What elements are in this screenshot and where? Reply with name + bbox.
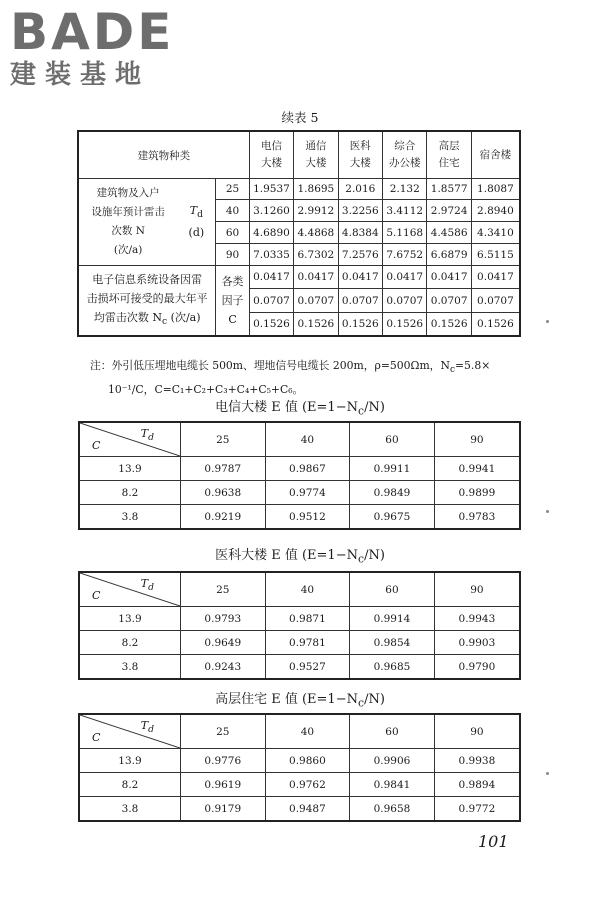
table-cell: 0.9619 <box>181 773 266 797</box>
table-cell: 2.9724 <box>427 200 471 222</box>
table-cell: 0.1526 <box>338 312 382 336</box>
table-cell: 0.9903 <box>434 631 520 655</box>
diagonal-header-cell <box>79 714 181 749</box>
table-cell: 0.9787 <box>181 457 266 481</box>
e-table-telecom <box>78 421 521 530</box>
table-cell: 0.9854 <box>350 631 435 655</box>
table-cell: 0.0707 <box>383 289 427 312</box>
table-cell: 0.9675 <box>350 505 435 530</box>
table-cell: 1.8695 <box>294 179 338 200</box>
e-table-medical <box>78 571 521 680</box>
td-param-label: $T_d$ (d) <box>177 179 216 266</box>
table-cell: 0.1526 <box>383 312 427 336</box>
continued-table-title: 续表 5 <box>281 110 319 125</box>
diagonal-header-cell <box>79 572 181 607</box>
table-cell: 0.9527 <box>265 655 350 680</box>
table-row <box>79 797 520 822</box>
column-header: 40 <box>265 422 350 457</box>
strike-count-label: 建筑物及入户 设施年预计雷击 次数 N (次/a) <box>78 179 177 266</box>
logo-subtitle: 建装基地 <box>10 60 151 90</box>
table-row <box>79 631 520 655</box>
header-row <box>79 572 520 607</box>
building-header: 综合 办公楼 <box>383 131 427 179</box>
row-header: 3.8 <box>79 655 181 680</box>
table-cell: 0.9762 <box>265 773 350 797</box>
table-cell: 1.8577 <box>427 179 471 200</box>
table-cell: 0.9941 <box>434 457 520 481</box>
column-header: 60 <box>350 422 435 457</box>
table-cell: 0.9849 <box>350 481 435 505</box>
table-cell: 5.1168 <box>383 222 427 244</box>
td-value: 40 <box>216 200 249 222</box>
table-cell: 0.0417 <box>294 266 338 289</box>
td-value: 90 <box>216 244 249 266</box>
table-cell: 0.9512 <box>265 505 350 530</box>
header-label: 建筑物种类 <box>78 131 249 179</box>
column-header: 25 <box>181 422 266 457</box>
table-cell: 0.0417 <box>338 266 382 289</box>
row-header: 8.2 <box>79 631 181 655</box>
row-header: 13.9 <box>79 749 181 773</box>
table-cell: 0.9219 <box>181 505 266 530</box>
header-row <box>79 714 520 749</box>
factor-c-label: 各类 因子 C <box>216 266 249 337</box>
td-axis-label: $T_d$ <box>140 427 154 444</box>
table-row <box>79 607 520 631</box>
table-cell: 2.9912 <box>294 200 338 222</box>
building-header: 医科 大楼 <box>338 131 382 179</box>
table-cell: 0.0707 <box>249 289 293 312</box>
table-cell: 0.9914 <box>350 607 435 631</box>
table-cell: 0.0707 <box>294 289 338 312</box>
table-cell: 0.9860 <box>265 749 350 773</box>
table-cell: 0.9911 <box>350 457 435 481</box>
column-header: 90 <box>434 422 520 457</box>
table-cell: 7.0335 <box>249 244 293 266</box>
table-cell: 2.016 <box>338 179 382 200</box>
diagonal-header-cell <box>79 422 181 457</box>
table-cell: 6.6879 <box>427 244 471 266</box>
td-axis-label: $T_d$ <box>140 577 154 594</box>
table-cell: 3.2256 <box>338 200 382 222</box>
td-value: 25 <box>216 179 249 200</box>
column-header: 90 <box>434 714 520 749</box>
table-cell: 2.8940 <box>471 200 520 222</box>
scan-speck <box>546 320 549 323</box>
table-cell: 0.0417 <box>427 266 471 289</box>
c-axis-label: C <box>92 731 101 744</box>
td-axis-label: $T_d$ <box>140 719 154 736</box>
table-cell: 0.0707 <box>471 289 520 312</box>
table-cell: 0.9783 <box>434 505 520 530</box>
table-cell: 0.9938 <box>434 749 520 773</box>
table-cell: 0.1526 <box>249 312 293 336</box>
table-cell: 0.9790 <box>434 655 520 680</box>
column-header: 25 <box>181 714 266 749</box>
c-axis-label: C <box>92 439 101 452</box>
column-header: 25 <box>181 572 266 607</box>
table-cell: 0.9899 <box>434 481 520 505</box>
table-cell: 0.9894 <box>434 773 520 797</box>
table-row <box>79 457 520 481</box>
bade-logo <box>10 3 175 90</box>
lightning-strike-table <box>77 130 521 337</box>
table-cell: 0.9772 <box>434 797 520 822</box>
table-cell: 1.9537 <box>249 179 293 200</box>
table-cell: 4.4868 <box>294 222 338 244</box>
table-cell: 0.9793 <box>181 607 266 631</box>
column-header: 60 <box>350 572 435 607</box>
table-cell: 0.9871 <box>265 607 350 631</box>
scan-speck <box>546 772 549 775</box>
table-cell: 0.9487 <box>265 797 350 822</box>
building-header: 通信 大楼 <box>294 131 338 179</box>
table-cell: 0.9179 <box>181 797 266 822</box>
table-cell: 0.9841 <box>350 773 435 797</box>
table-cell: 7.2576 <box>338 244 382 266</box>
table-row <box>79 505 520 530</box>
header-row <box>78 131 520 179</box>
table-cell: 0.0417 <box>383 266 427 289</box>
table-cell: 0.9867 <box>265 457 350 481</box>
table-row <box>78 266 520 289</box>
table-cell: 4.6890 <box>249 222 293 244</box>
table-cell: 1.8087 <box>471 179 520 200</box>
table-cell: 0.9649 <box>181 631 266 655</box>
logo-wordmark: BADE <box>10 3 175 61</box>
column-header: 90 <box>434 572 520 607</box>
table-cell: 0.9781 <box>265 631 350 655</box>
table-note: 注：外引低压埋地电缆长 500m、埋地信号电缆长 200m，ρ=500Ωm，$N_c=5.8\times$ 10⁻¹/C，C=C₁+C₂+C₃+C₄+C₅+C₆。 <box>90 359 491 397</box>
table-cell: 2.132 <box>383 179 427 200</box>
table-cell: 3.4112 <box>383 200 427 222</box>
table-cell: 0.1526 <box>427 312 471 336</box>
table-cell: 0.0417 <box>471 266 520 289</box>
max-strike-label: 电子信息系统设备因雷 击损坏可接受的最大年平 均雷击次数 $N_c$ (次/a) <box>78 266 216 337</box>
row-header: 3.8 <box>79 505 181 530</box>
table-cell: 0.9906 <box>350 749 435 773</box>
table-cell: 0.9638 <box>181 481 266 505</box>
e-table-title: 高层住宅 E 值 $(E=1-N_c/N)$ <box>215 692 385 710</box>
e-table-highrise <box>78 713 521 822</box>
table-cell: 3.1260 <box>249 200 293 222</box>
column-header: 40 <box>265 714 350 749</box>
header-row <box>79 422 520 457</box>
table-cell: 0.0417 <box>249 266 293 289</box>
table-cell: 0.9943 <box>434 607 520 631</box>
table-cell: 0.1526 <box>471 312 520 336</box>
table-row <box>78 179 520 200</box>
row-header: 3.8 <box>79 797 181 822</box>
table-cell: 0.9774 <box>265 481 350 505</box>
e-table-title: 电信大楼 E 值 $(E=1-N_c/N)$ <box>215 400 385 418</box>
table-cell: 0.9776 <box>181 749 266 773</box>
row-header: 8.2 <box>79 481 181 505</box>
column-header: 40 <box>265 572 350 607</box>
table-cell: 4.8384 <box>338 222 382 244</box>
table-cell: 0.9243 <box>181 655 266 680</box>
building-header: 高层 住宅 <box>427 131 471 179</box>
row-header: 13.9 <box>79 457 181 481</box>
row-header: 13.9 <box>79 607 181 631</box>
scan-speck <box>546 510 549 513</box>
table-cell: 0.9658 <box>350 797 435 822</box>
table-cell: 0.0707 <box>427 289 471 312</box>
e-table-title: 医科大楼 E 值 $(E=1-N_c/N)$ <box>215 548 385 566</box>
table-cell: 6.7302 <box>294 244 338 266</box>
building-header: 宿舍楼 <box>471 131 520 179</box>
table-cell: 0.1526 <box>294 312 338 336</box>
column-header: 60 <box>350 714 435 749</box>
td-value: 60 <box>216 222 249 244</box>
building-header: 电信 大楼 <box>249 131 293 179</box>
c-axis-label: C <box>92 589 101 602</box>
table-row <box>79 773 520 797</box>
table-row <box>79 481 520 505</box>
table-cell: 0.9685 <box>350 655 435 680</box>
table-cell: 4.4586 <box>427 222 471 244</box>
row-header: 8.2 <box>79 773 181 797</box>
page-number: 101 <box>478 832 509 851</box>
table-cell: 0.0707 <box>338 289 382 312</box>
table-cell: 6.5115 <box>471 244 520 266</box>
table-cell: 4.3410 <box>471 222 520 244</box>
table-cell: 7.6752 <box>383 244 427 266</box>
table-row <box>79 749 520 773</box>
table-row <box>79 655 520 680</box>
